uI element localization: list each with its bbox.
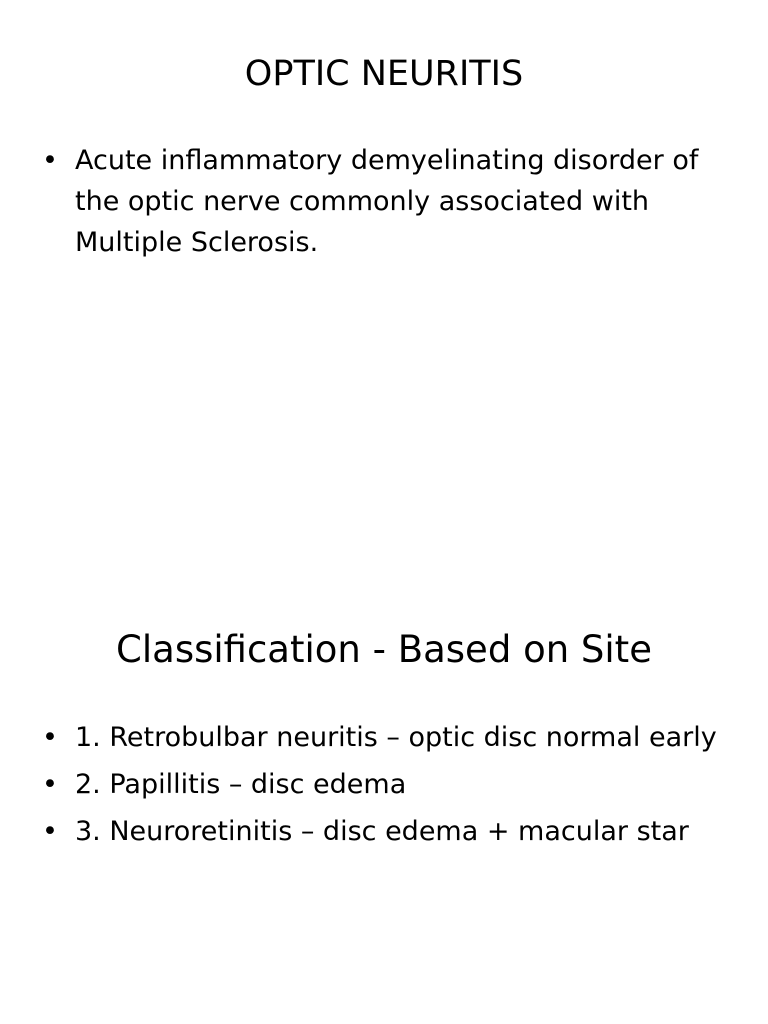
- bullet-text: Acute inflammatory demyelinating disorder of the optic nerve commonly associated with Multiple Sclerosis.: [75, 145, 699, 258]
- bullet-icon: •: [42, 816, 58, 847]
- bullet-item: [42, 717, 732, 758]
- slide-title: OPTIC NEURITIS: [244, 54, 524, 94]
- bullet-icon: •: [42, 769, 58, 800]
- bullet-item: [42, 811, 732, 852]
- slide-classification: [0, 512, 768, 1024]
- bullet-text: 2. Papillitis – disc edema: [75, 769, 407, 800]
- bullet-icon: •: [42, 145, 58, 176]
- bullet-icon: •: [42, 722, 58, 753]
- bullet-text: 1. Retrobulbar neuritis – optic disc normal early: [75, 722, 717, 753]
- bullet-item: [42, 764, 732, 805]
- slide-title: Classification - Based on Site: [116, 628, 652, 671]
- bullet-text: 3. Neuroretinitis – disc edema + macular star: [75, 816, 689, 847]
- bullet-list: [42, 717, 732, 858]
- bullet-list: [42, 140, 732, 269]
- bullet-item: [42, 140, 732, 263]
